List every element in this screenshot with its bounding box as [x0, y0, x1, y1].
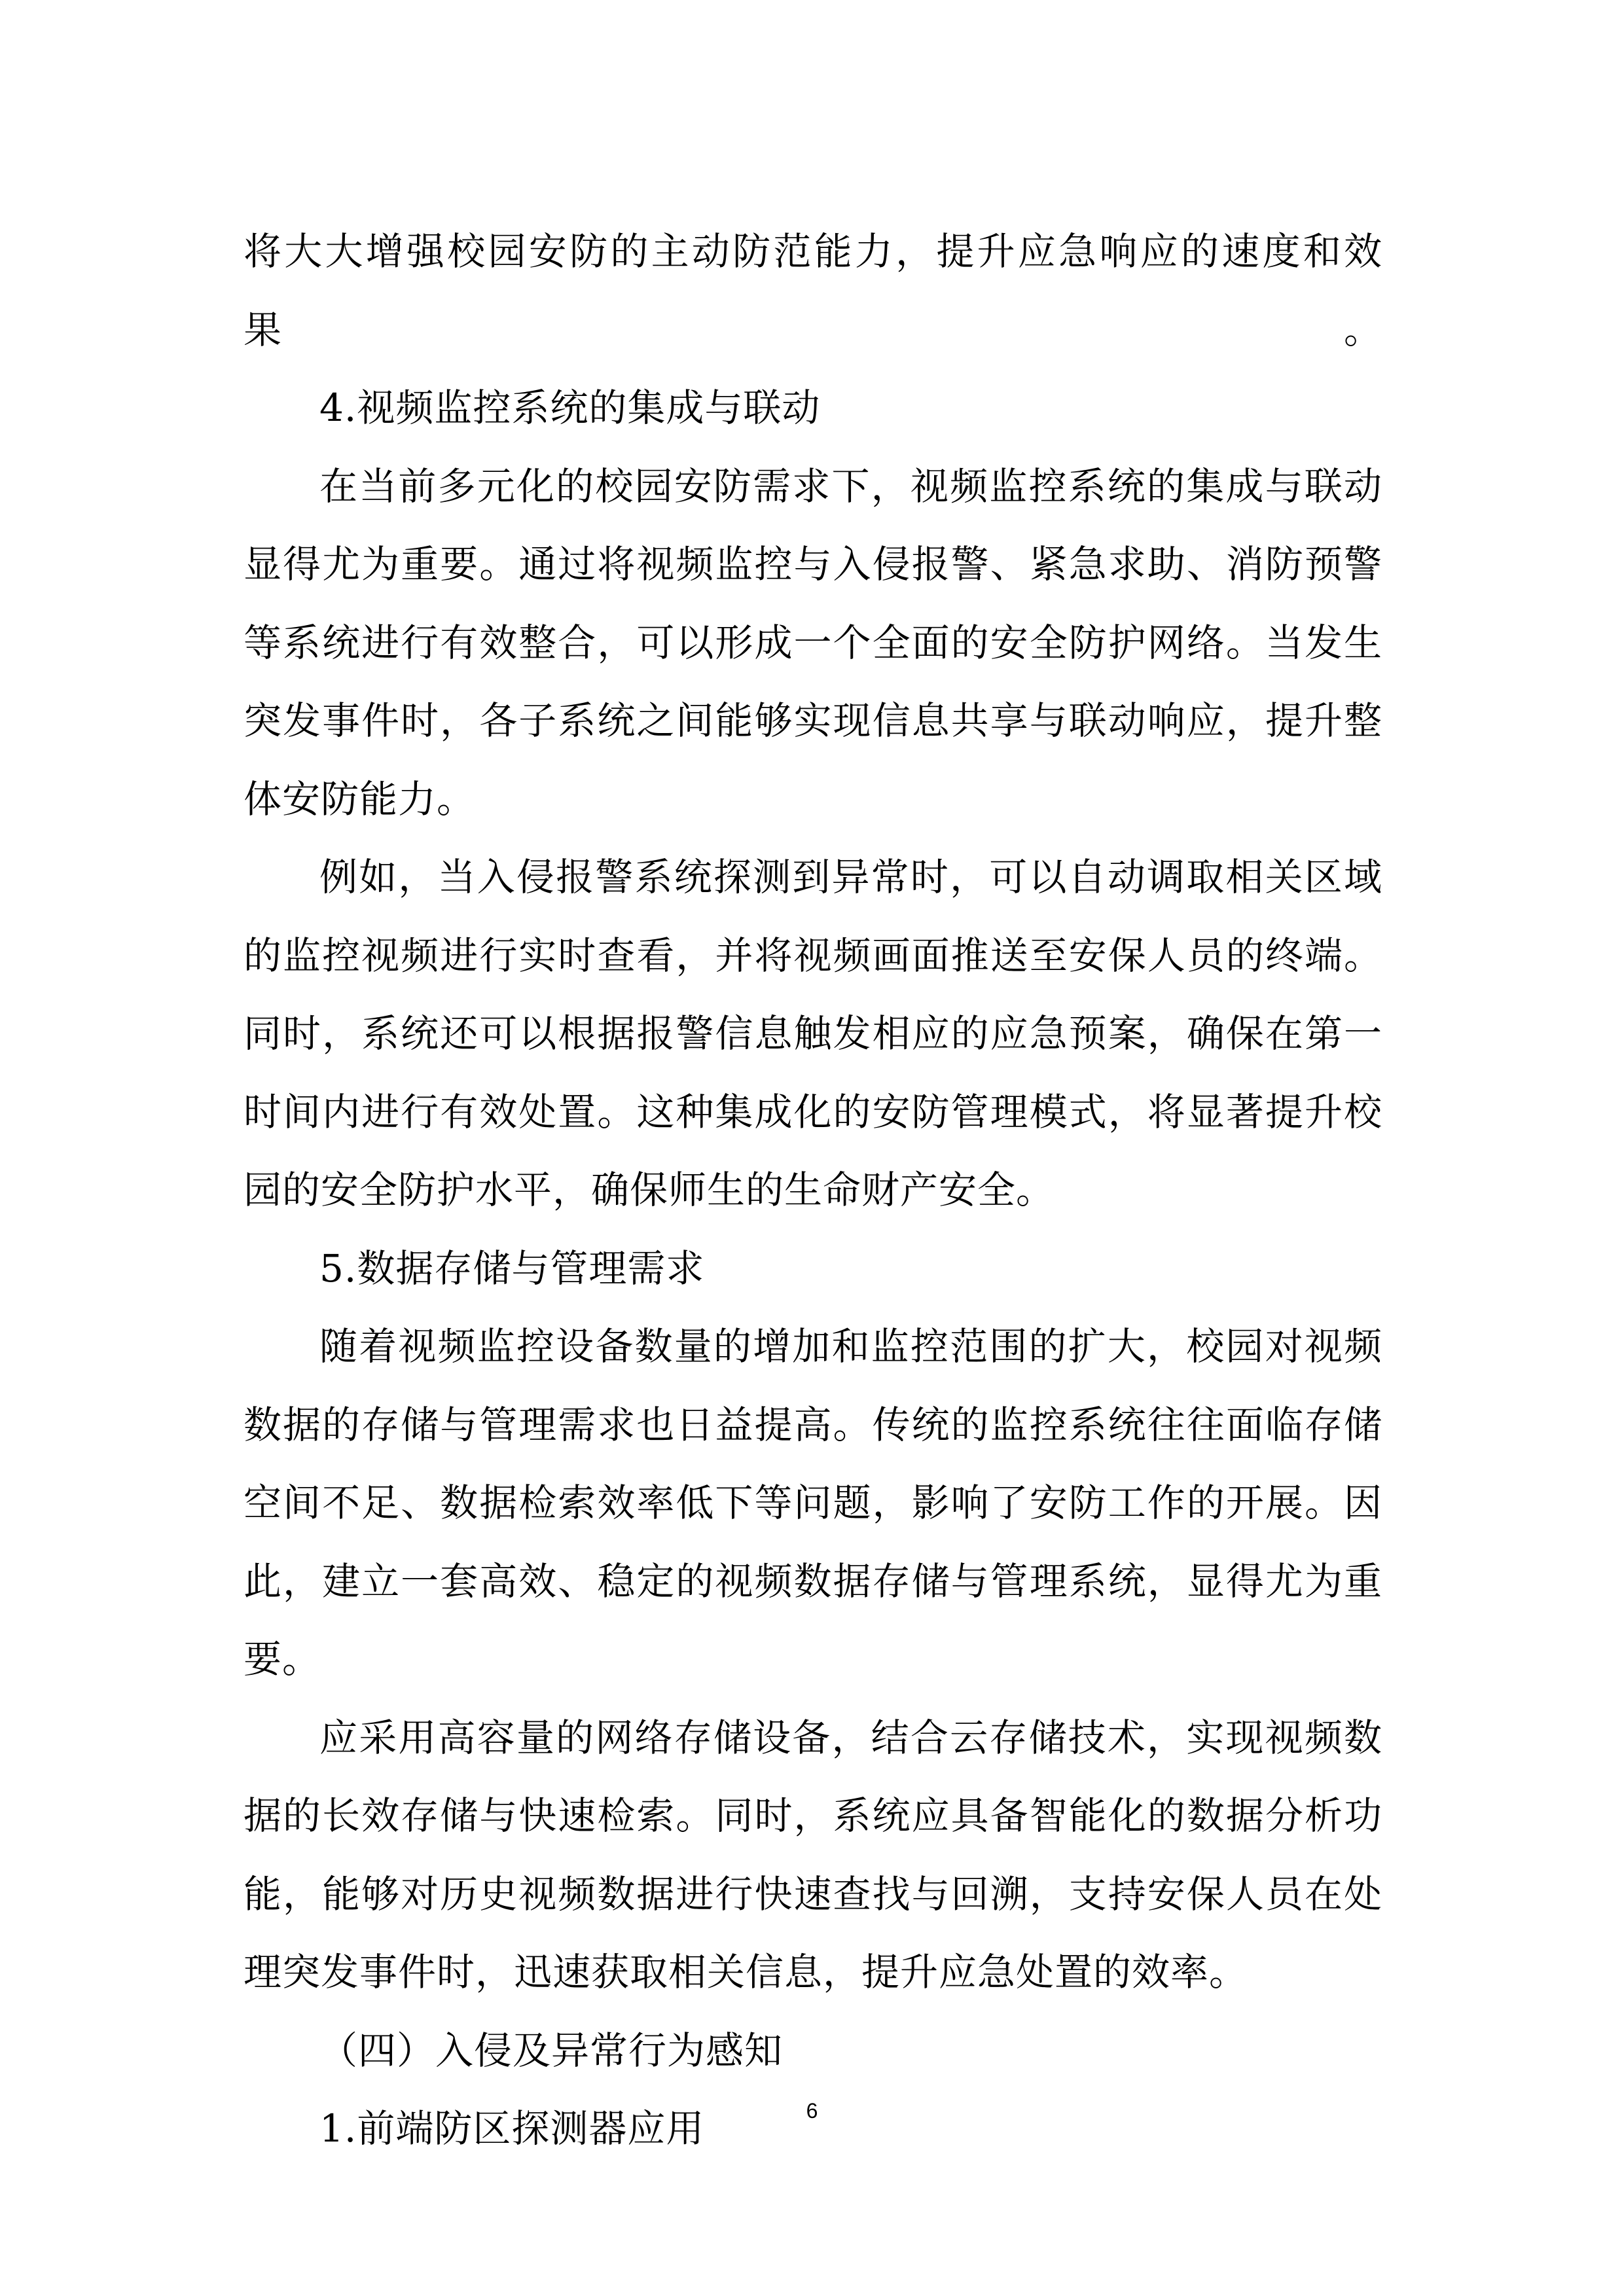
paragraph-storage-solution: 应采用高容量的网络存储设备，结合云存储技术，实现视频数据的长效存储与快速检索。同时，系统应具备智能化的数据分析功能，能够对历史视频数据进行快速查找与回溯，支持安保人员在处理突发事件时，迅速获取相关信息，提升应急处置的效率。 — [244, 1715, 1382, 1994]
paragraph-integration-importance: 在当前多元化的校园安防需求下，视频监控系统的集成与联动显得尤为重要。通过将视频监控与入侵报警、紧急求助、消防预警等系统进行有效整合，可以形成一个全面的安全防护网络。当发生突发事件时，各子系统之间能够实现信息共享与联动响应，提升整体安防能力。 — [244, 463, 1382, 821]
paragraph-continued: 将大大增强校园安防的主动防范能力，提升应急响应的速度和效果。 — [244, 229, 1382, 352]
section-heading-data-storage: 5.数据存储与管理需求 — [319, 1246, 705, 1291]
section-heading-intrusion-detection: （四）入侵及异常行为感知 — [319, 2028, 784, 2073]
page-number: 6 — [806, 2099, 818, 2123]
document-body — [244, 213, 1382, 2168]
paragraph-integration-example: 例如，当入侵报警系统探测到异常时，可以自动调取相关区域的监控视频进行实时查看，并将视频画面推送至安保人员的终端。同时，系统还可以根据报警信息触发相应的应急预案，确保在第一时间内进行有效处置。这种集成化的安防管理模式，将显著提升校园的安全防护水平，确保师生的生命财产安全。 — [244, 855, 1382, 1212]
section-heading-video-integration: 4.视频监控系统的集成与联动 — [319, 386, 821, 430]
section-heading-frontend-detectors: 1.前端防区探测器应用 — [319, 2106, 705, 2151]
paragraph-storage-needs: 随着视频监控设备数量的增加和监控范围的扩大，校园对视频数据的存储与管理需求也日益提高。传统的监控系统往往面临存储空间不足、数据检索效率低下等问题，影响了安防工作的开展。因此，建立一套高效、稳定的视频数据存储与管理系统，显得尤为重要。 — [244, 1324, 1382, 1681]
